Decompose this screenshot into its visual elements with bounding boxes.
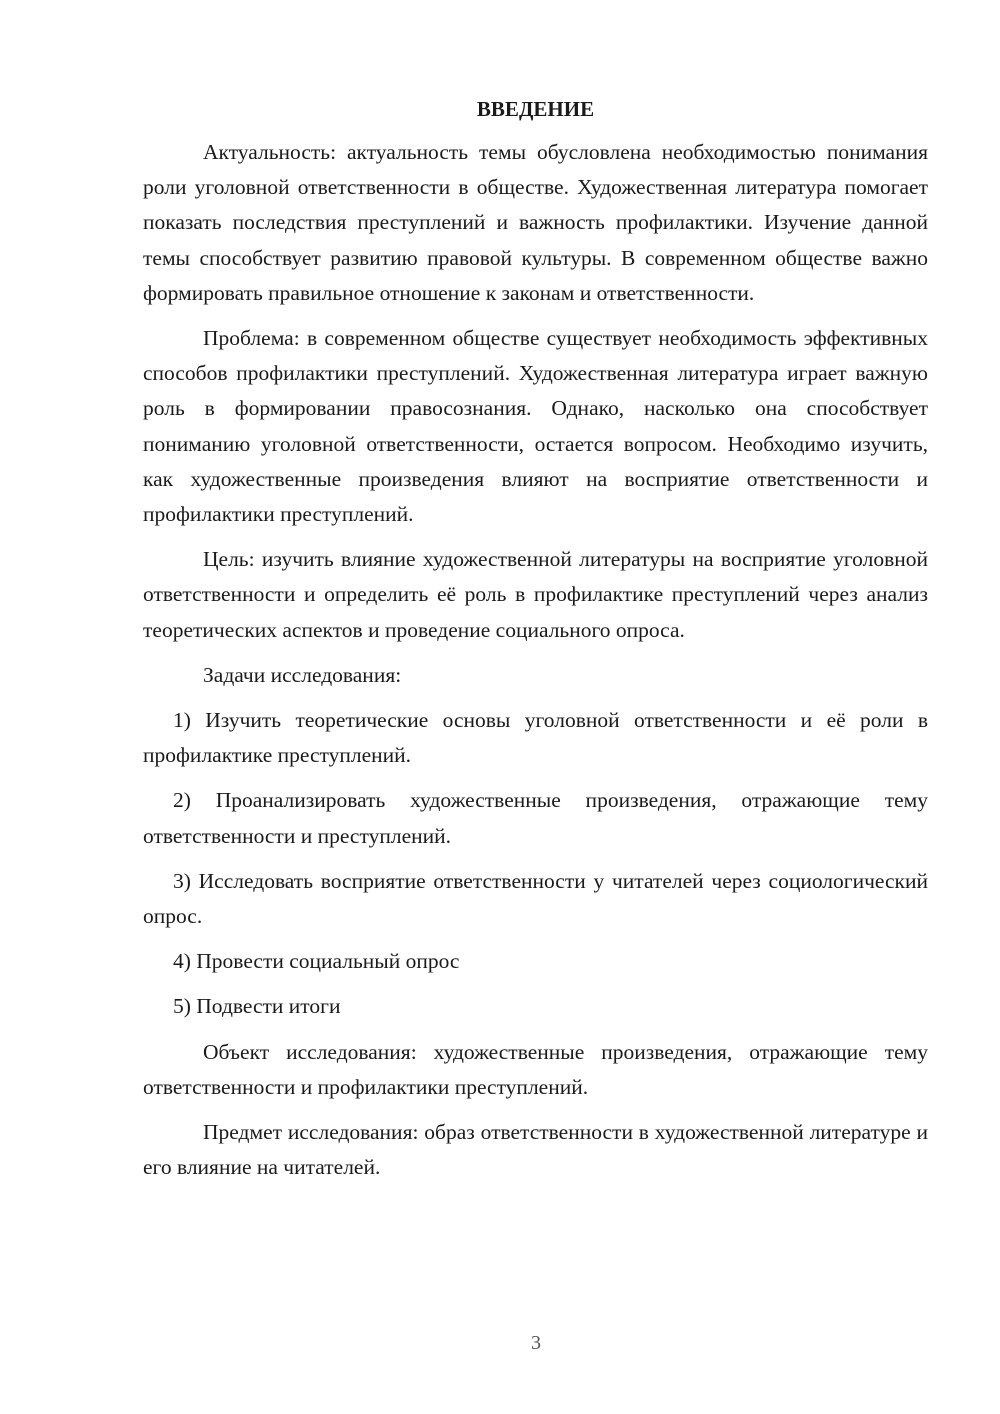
document-page: [143, 92, 928, 1195]
relevance-paragraph: Актуальность: актуальность темы обусловлена необходимостью понимания роли уголовной ответственности в обществе. Художественная литература помогает показать последствия преступлений и важность профилактики. Изучение данной темы способствует развитию правовой культуры. В современном обществе важно формировать правильное отношение к законам и ответственности.: [143, 140, 928, 305]
problem-paragraph: Проблема: в современном обществе существует необходимость эффективных способов профилактики преступлений. Художественная литература играет важную роль в формировании правосознания. Однако, насколько она способствует пониманию уголовной ответственности, остается вопросом. Необходимо изучить, как художественные произведения влияют на восприятие ответственности и профилактики преступлений.: [143, 326, 928, 527]
goal-paragraph: Цель: изучить влияние художественной литературы на восприятие уголовной ответственности и определить её роль в профилактике преступлений через анализ теоретических аспектов и проведение социального опроса.: [143, 547, 928, 642]
tasks-heading: Задачи исследования:: [203, 662, 402, 687]
task-item-5: 5) Подвести итоги: [173, 994, 341, 1019]
task-item-4: 4) Провести социальный опрос: [173, 949, 460, 974]
page-number: 3: [531, 1332, 541, 1354]
task-item-3: 3) Исследовать восприятие ответственности у читателей через социологический опрос.: [143, 868, 928, 929]
task-item-2: 2) Проанализировать художественные произведения, отражающие тему ответственности и преступлений.: [143, 788, 928, 848]
task-item-1: 1) Изучить теоретические основы уголовной ответственности и её роли в профилактике преступлений.: [143, 708, 928, 768]
subject-paragraph: Предмет исследования: образ ответственности в художественной литературе и его влияние на читателей.: [143, 1120, 928, 1180]
object-paragraph: Объект исследования: художественные произведения, отражающие тему ответственности и профилактики преступлений.: [143, 1039, 928, 1099]
page-title: ВВЕДЕНИЕ: [476, 97, 595, 121]
